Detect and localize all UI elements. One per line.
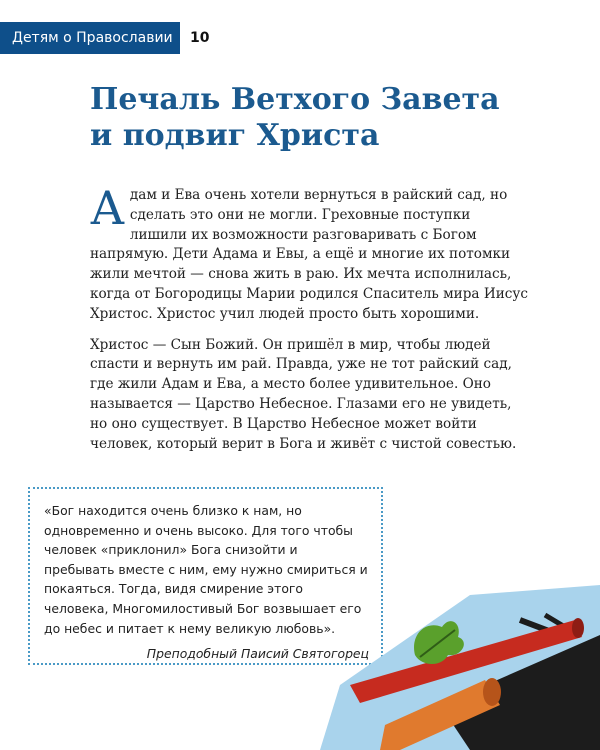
title-line-2: и подвиг Христа <box>90 118 380 153</box>
orange-log-end <box>483 678 501 706</box>
section-label: Детям о Православии <box>12 30 173 46</box>
paragraph-2: Христос — Сын Божий. Он пришёл в мир, чтобы людей спасти и вернуть им рай. Правда, уже не тот райский сад, где жили Адам и Ева, а место более удивительное. Оно называется — Царство Небесное. Глазами его не увидеть, но оно существует. В Царство Небесное может войти человек, который верит в Бога и живёт с чистой совестью. <box>90 336 517 452</box>
section-header-bar <box>0 22 180 54</box>
page-title <box>90 82 570 154</box>
article-body <box>90 181 530 465</box>
logs-and-leaf-illustration <box>320 575 600 750</box>
title-line-1: Печаль Ветхого Завета <box>90 82 500 117</box>
quote-author: Преподобный Паисий Святогорец <box>146 646 369 662</box>
paragraph-1-text: дам и Ева очень хотели вернуться в райский сад, но сделать это они не могли. Греховные поступки лишили их возможности разговаривать с Богом напрямую. Дети Адама и Евы, а ещё и многие их потомки жили мечтой — снова жить в раю. Их мечта исполнилась, когда от Богородицы Марии родился Спаситель мира Иисус Христос. Христос учил людей просто быть хорошими. <box>90 187 528 322</box>
page-number: 10 <box>190 30 210 46</box>
red-log-end <box>572 618 584 638</box>
quote-text: «Бог находится очень близко к нам, но одновременно и очень высоко. Для того чтобы человек «приклонил» Бога снизойти и пребывать вместе с ним, ему нужно смириться и покаяться. Тогда, видя смирение этого человека, Многомилостивый Бог возвышает его до небес и питает к нему великую любовь». <box>44 503 368 636</box>
paragraph-1 <box>90 181 530 325</box>
drop-cap: А <box>90 181 125 235</box>
